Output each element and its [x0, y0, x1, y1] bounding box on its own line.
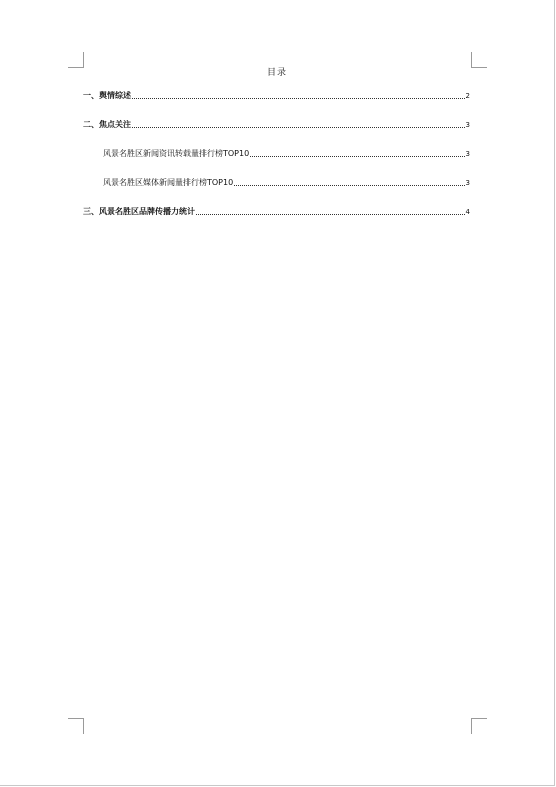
crop-mark-bottom-left: [68, 718, 84, 734]
toc-entry-text: 风景名胜区媒体新闻量排行榜TOP10: [103, 178, 234, 187]
toc-entry-media-ranking[interactable]: [103, 176, 470, 188]
toc-page-number: 2: [465, 92, 470, 100]
toc-entry-reprint-ranking[interactable]: [103, 147, 470, 159]
toc-leader-dots: [132, 98, 465, 99]
crop-mark-top-right: [471, 52, 487, 68]
crop-mark-bottom-right: [471, 718, 487, 734]
crop-mark-top-left: [68, 52, 84, 68]
toc-entry-text: 风景名胜区新闻资讯转载量排行榜TOP10: [103, 149, 250, 158]
toc-page-number: 3: [465, 179, 470, 187]
toc-page-number: 4: [465, 208, 470, 216]
toc-leader-dots: [132, 127, 465, 128]
toc-entry-overview[interactable]: [83, 89, 470, 101]
toc-leader-dots: [234, 185, 464, 186]
toc-title: 目录: [266, 68, 287, 78]
toc-entry-brand-stats[interactable]: [83, 205, 470, 217]
toc-entry-text: 三、风景名胜区品牌传播力统计: [83, 207, 195, 216]
toc-entry-text: 一、舆情综述: [83, 91, 131, 100]
toc-leader-dots: [250, 156, 464, 157]
toc-page-number: 3: [465, 150, 470, 158]
toc-page-number: 3: [465, 121, 470, 129]
toc-entry-text: 二、焦点关注: [83, 120, 131, 129]
toc-leader-dots: [196, 214, 465, 215]
toc-entry-focus[interactable]: [83, 118, 470, 130]
